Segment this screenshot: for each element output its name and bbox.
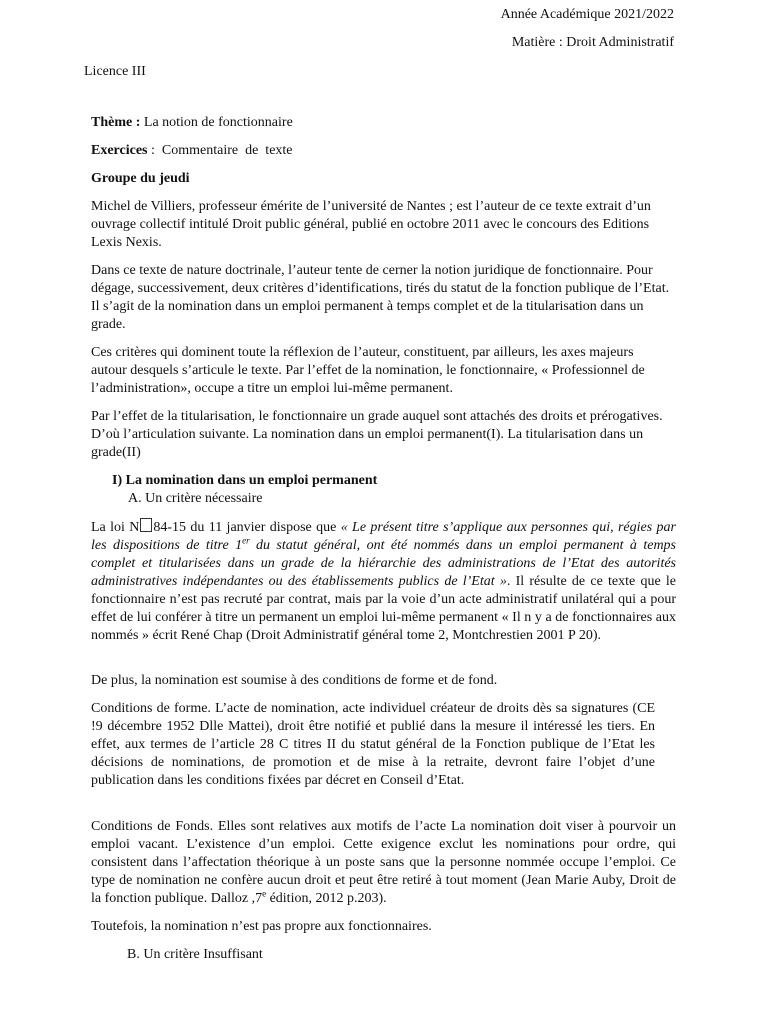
law-quote-part1: « Le présent titre s’applique aux personnes qui, régies par les dispositions de titre 1 xyxy=(91,520,676,553)
subsection-a: A. Un critère nécessaire xyxy=(128,491,263,506)
subsection-b: B. Un critère Insuffisant xyxy=(127,947,263,962)
exercises-label: Exercices xyxy=(91,143,148,158)
section-1-title-text: I) La nomination dans un emploi permanent xyxy=(112,473,378,488)
exercises-line xyxy=(91,142,293,160)
group-label: Groupe du jeudi xyxy=(91,171,190,186)
level-line: Licence III xyxy=(84,64,146,79)
fonds-sup: e xyxy=(262,888,267,899)
missing-glyph-box xyxy=(140,518,152,532)
subject-line: Matière : Droit Administratif xyxy=(511,35,674,50)
paragraph-conditions: De plus, la nomination est soumise à des conditions de forme et de fond. xyxy=(91,673,498,688)
fonds-part1: Conditions de Fonds. Elles sont relatives aux motifs de l’acte La nomination doit viser à pourvoir un emploi vacant. L’existence d’un emploi. Cette exigence exclut les nominations pour ordre, qui consistent dans l’affectation théorique à un poste sans que la personne nommée occupe l’emploi. Ce type de nomination ne confère aucun droit et peut être retiré à tout moment (Jean Marie Auby, Droit de la fonction publique. Dalloz ,7 xyxy=(91,819,676,906)
paragraph-criteria: Ces critères qui dominent toute la réflexion de l’auteur, constituent, par ailleurs, les axes majeurs autour desquels s’articule le texte. Par l’effet de la nomination, le fonctionnaire, « Professionnel de l’administration», occupe a titre un emploi lui-même permanent. xyxy=(91,345,645,396)
paragraph-forme: Conditions de forme. L’acte de nomination, acte individuel créateur de droits dès sa signatures (CE !9 décembre 1952 Dlle Mattei), droit être notifié et publié dans la mesure il intéressé les tiers. En effet, aux termes de l’article 28 C titres II du statut général de la Fonction publique de l’Etat les décisions de nominations, de promotion et de mise à la retraite, devront faire l’objet d’une publication dans les conditions fixées par décret en Conseil d’Etat. xyxy=(91,701,655,788)
academic-year: Année Académique 2021/2022 xyxy=(500,7,674,22)
paragraph-intro: Dans ce texte de nature doctrinale, l’auteur tente de cerner la notion juridique de fonctionnaire. Pour dégage, successivement, deux critères d’identifications, tirés du statut de la fonction publique de l’Etat. Il s’agit de la nomination dans un emploi permanent à temps complet et de la titularisation dans un grade. xyxy=(91,263,670,332)
paragraph-fonds xyxy=(91,818,676,908)
law-number: 84-15 du 11 janvier dispose que xyxy=(153,520,341,535)
section-1-title xyxy=(112,472,377,490)
paragraph-toutefois: Toutefois, la nomination n’est pas propre aux fonctionnaires. xyxy=(91,919,432,934)
paragraph-law xyxy=(91,518,676,645)
law-quote-part2: du statut général, ont été nommés dans un emploi permanent à temps complet et titularisées dans un grade de la hiérarchie des administrations de l’Etat des autorités administratives indépendantes ou des établissements publics de l’Etat » xyxy=(91,538,676,589)
law-prefix: La loi N xyxy=(91,520,140,535)
exercises-value: : Commentaire de texte xyxy=(151,143,293,158)
paragraph-plan: Par l’effet de la titularisation, le fonctionnaire un grade auquel sont attachés des droits et prérogatives. D’où l’articulation suivante. La nomination dans un emploi permanent(I). La titularisation dans un grade(II) xyxy=(91,409,663,460)
group-line xyxy=(91,170,190,188)
fonds-part2: édition, 2012 p.203). xyxy=(266,891,387,906)
paragraph-author: Michel de Villiers, professeur émérite de l’université de Nantes ; est l’auteur de ce texte extrait d’un ouvrage collectif intitulé Droit public général, publié en octobre 2011 avec le concours des Editions Lexis Nexis. xyxy=(91,199,651,250)
law-quote-sup: er xyxy=(242,535,250,546)
theme-value: La notion de fonctionnaire xyxy=(143,115,293,130)
law-rest: . Il résulte de ce texte que le fonctionnaire n’est pas recruté par contrat, mais par la voie d’un acte administratif unilatéral qui a pour effet de lui conférer à titre un permanent un emploi lui-même permanent « Il n y a de fonctionnaires aux nommés » écrit René Chap (Droit Administratif général tome 2, Montchrestien 2001 P 20). xyxy=(91,574,676,643)
theme-label: Thème : xyxy=(91,115,141,130)
theme-line xyxy=(91,114,293,132)
